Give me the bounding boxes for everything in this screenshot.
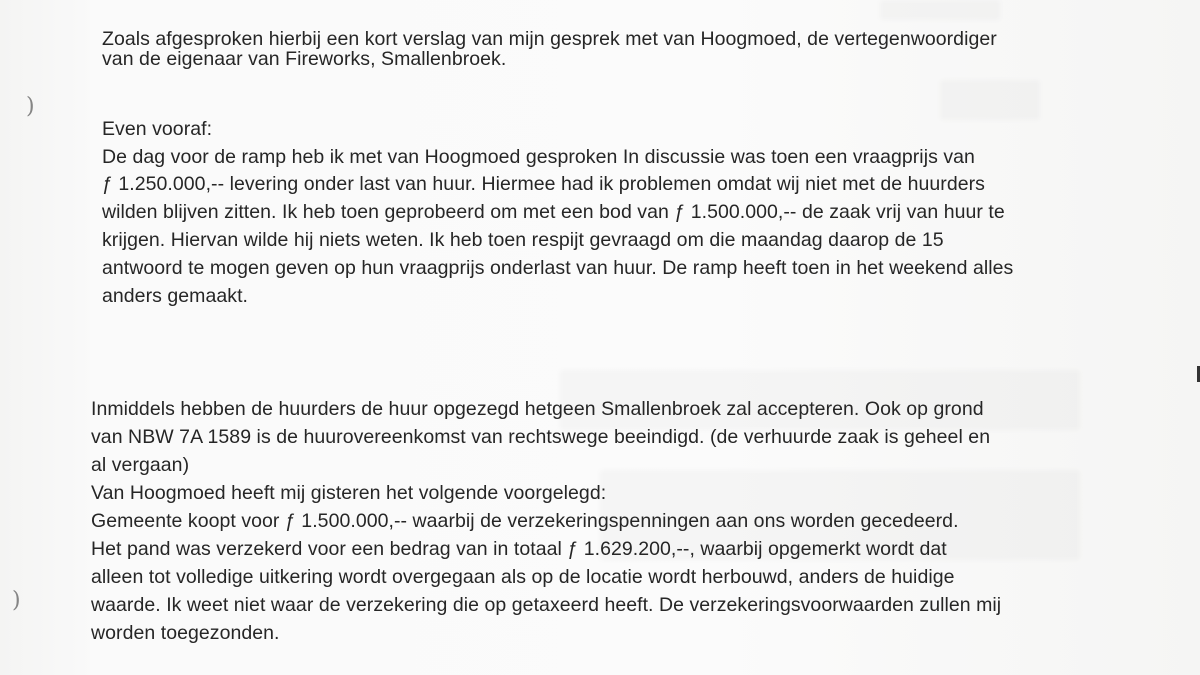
text-line: wilden blijven zitten. Ik heb toen geprobeerd om met een bod van ƒ 1.500.000,-- de zaak vrij van huur te [102, 201, 1005, 223]
show-through-shadow [880, 0, 1000, 20]
text-line: worden toegezonden. [91, 622, 280, 644]
text-line: van NBW 7A 1589 is de huurovereenkomst van rechtswege beeindigd. (de verhuurde zaak is geheel en [91, 426, 991, 448]
text-line: De dag voor de ramp heb ik met van Hoogmoed gesproken In discussie was toen een vraagprijs van [102, 146, 975, 168]
text-line-content: antwoord te mogen geven op hun vraagprijs onderlast van huur. De ramp heeft toen in het weekend alles [102, 257, 1014, 279]
text-line-content: krijgen. Hiervan wilde hij niets weten. Ik heb toen respijt gevraagd om die maandag daarop de 15 [102, 229, 944, 251]
text-line [102, 256, 1013, 280]
show-through-shadow [940, 80, 1040, 120]
margin-bracket-mark: ) [26, 94, 35, 119]
text-line: waarde. Ik weet niet waar de verzekering die op getaxeerd heeft. De verzekeringsvoorwaarden zullen mij [91, 594, 1002, 616]
text-line: Even vooraf: [102, 118, 213, 140]
text-line: alleen tot volledige uitkering wordt overgegaan als op de locatie wordt herbouwd, anders de huidige [91, 566, 955, 588]
text-line: Zoals afgesproken hierbij een kort verslag van mijn gesprek met van Hoogmoed, de vertegenwoordiger [102, 28, 997, 50]
text-line: Het pand was verzekerd voor een bedrag van in totaal ƒ 1.629.200,--, waarbij opgemerkt wordt dat [91, 538, 947, 560]
text-line [102, 284, 248, 308]
text-line: van de eigenaar van Fireworks, Smallenbroek. [102, 48, 507, 70]
text-line [102, 228, 944, 252]
text-line-content: anders gemaakt. [102, 285, 249, 307]
margin-bracket-mark: ) [12, 588, 21, 613]
text-line: Van Hoogmoed heeft mij gisteren het volgende voorgelegd: [91, 482, 607, 504]
text-line: Inmiddels hebben de huurders de huur opgezegd hetgeen Smallenbroek zal accepteren. Ook op grond [91, 398, 984, 420]
text-line: al vergaan) [91, 454, 190, 476]
text-line: ƒ 1.250.000,-- levering onder last van huur. Hiermee had ik problemen omdat wij niet met de huurders [102, 173, 985, 195]
text-line: Gemeente koopt voor ƒ 1.500.000,-- waarbij de verzekeringspenningen aan ons worden gecedeerd. [91, 510, 959, 532]
